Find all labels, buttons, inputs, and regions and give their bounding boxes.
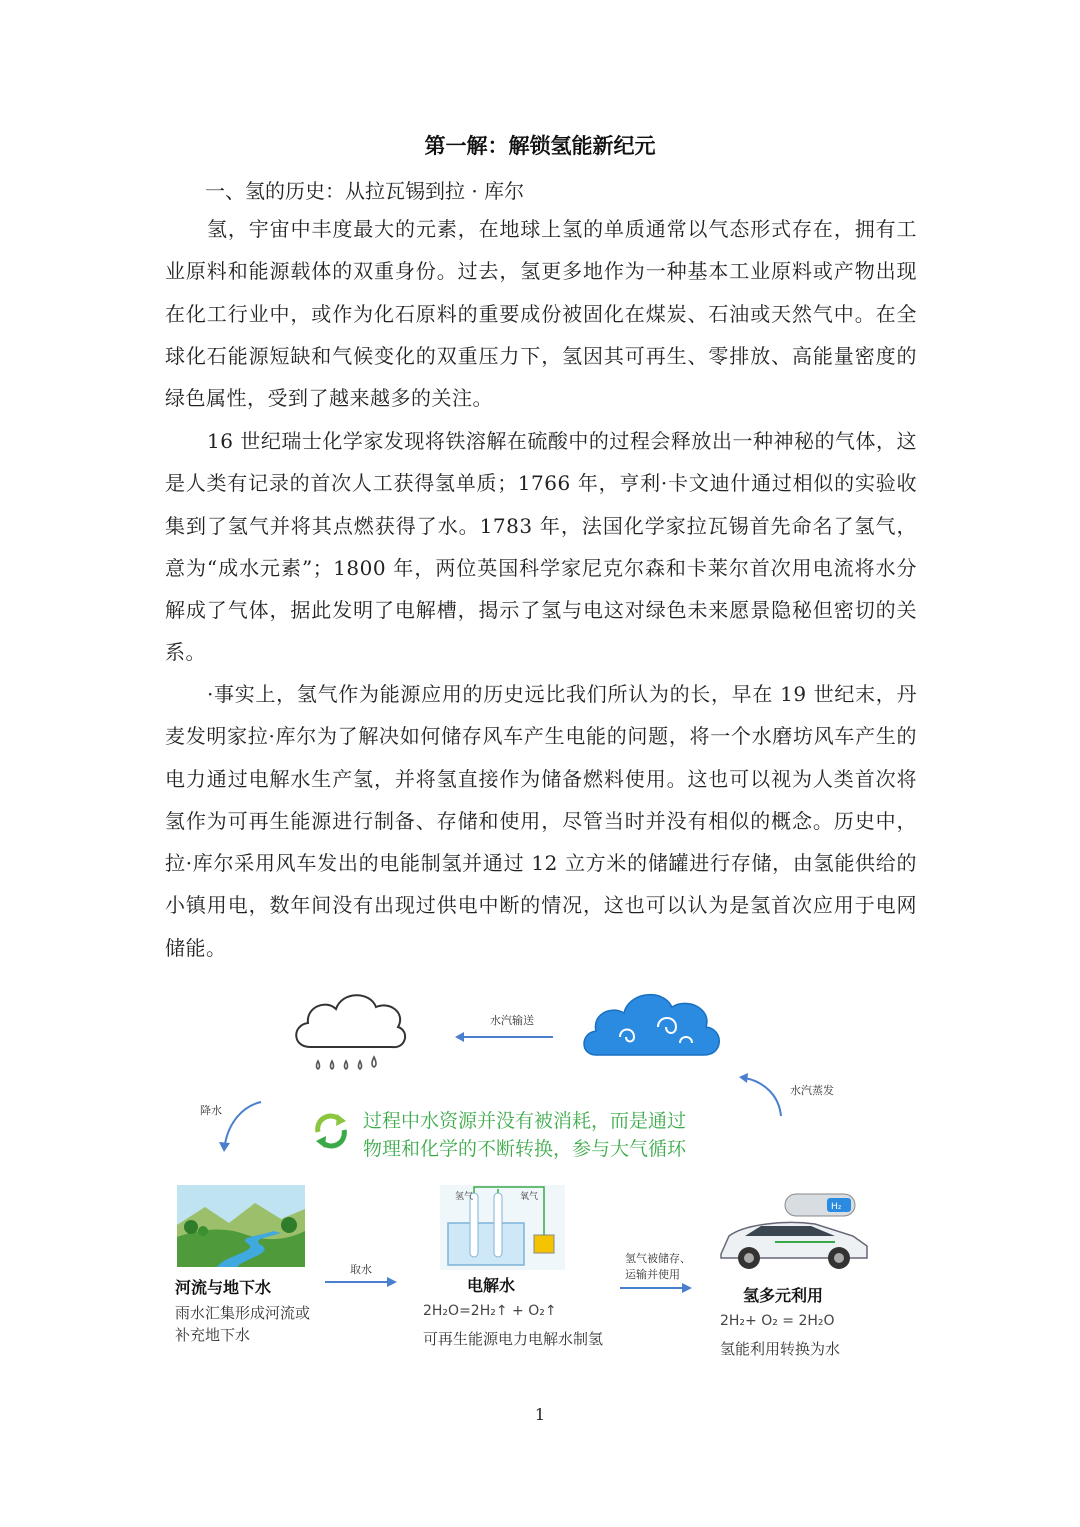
river-desc-line2: 补充地下水 [175, 1326, 251, 1344]
river-title: 河流与地下水 [175, 1278, 272, 1297]
paragraph-1: 氢，宇宙中丰度最大的元素，在地球上氢的单质通常以气态形式存在，拥有工业原料和能源载体的双重身份。过去，氢更多地作为一种基本工业原料或产物出现在化工行业中，或作为化石原料的重要成份被固化在煤炭、石油或天然气中。在全球化石能源短缺和气候变化的双重压力下，氢因其可再生、零排放、高能量密度的绿色属性，受到了越来越多的关注。 [165, 217, 917, 411]
electrolysis-title: 电解水 [467, 1276, 516, 1295]
page-number: 1 [534, 1405, 546, 1424]
section-heading: 一、氢的历史：从拉瓦锡到拉 · 库尔 [205, 179, 525, 203]
label-h2-gas: 氢气 [455, 1192, 474, 1202]
label-vapor-transport: 水汽输送 [490, 1014, 534, 1027]
electrolysis-desc: 可再生能源电力电解水制氢 [423, 1330, 604, 1348]
label-precipitation: 降水 [200, 1104, 222, 1117]
label-o2-gas: 氧气 [520, 1192, 539, 1202]
hydrogen-use-desc: 氢能利用转换为水 [720, 1340, 841, 1358]
hydrogen-use-equation: 2H₂+ O₂ = 2H₂O [720, 1313, 835, 1329]
h2-tank-label: H₂ [831, 1202, 842, 1212]
label-storage-line2: 运输并使用 [625, 1268, 680, 1281]
hydrogen-use-title: 氢多元利用 [743, 1286, 824, 1305]
label-evaporation: 水汽蒸发 [790, 1084, 834, 1097]
river-landscape-icon [177, 1185, 305, 1267]
page-title: 第一解：解锁氢能新纪元 [424, 134, 656, 158]
river-desc-line1: 雨水汇集形成河流或 [175, 1304, 311, 1322]
electrolysis-equation: 2H₂O=2H₂↑ + O₂↑ [423, 1303, 557, 1319]
hydrogen-car-icon [715, 1190, 875, 1280]
rain-cloud-icon [290, 985, 410, 1075]
paragraph-2: 16 世纪瑞士化学家发现将铁溶解在硫酸中的过程会释放出一种神秘的气体，这是人类有记录的首次人工获得氢单质；1766 年，亨利·卡文迪什通过相似的实验收集到了氢气并将其点燃获得了水。1783 年，法国化学家拉瓦锡首先命名了氢气，意为“成水元素”；1800 年，两位英国科学家尼克尔森和卡莱尔首次用电流将水分解成了气体，据此发明了电解槽，揭示了氢与电这对绿色未来愿景隐秘但密切的关系。 [165, 429, 917, 665]
arrow-precipitation [215, 1098, 265, 1153]
label-take-water: 取水 [350, 1263, 372, 1276]
blue-cloud-icon [580, 985, 725, 1065]
cycle-text-line2: 物理和化学的不断转换，参与大气循环 [363, 1138, 687, 1160]
water-cycle-figure [165, 980, 885, 1370]
arrow-take-water [325, 1277, 397, 1287]
arrow-vapor-transport [455, 1032, 555, 1042]
label-storage-line1: 氢气被储存、 [625, 1252, 691, 1265]
arrow-storage [620, 1283, 692, 1293]
recycle-icon [310, 1110, 352, 1152]
cycle-text-line1: 过程中水资源并没有被消耗，而是通过 [363, 1110, 687, 1132]
paragraph-3: ·事实上，氢气作为能源应用的历史远比我们所认为的长，早在 19 世纪末，丹麦发明家拉·库尔为了解决如何储存风车产生电能的问题，将一个水磨坊风车产生的电力通过电解水生产氢，并将氢直接作为储备燃料使用。这也可以视为人类首次将氢作为可再生能源进行制备、存储和使用，尽管当时并没有相似的概念。历史中，拉·库尔采用风车发出的电能制氢并通过 12 立方米的储罐进行存储，由氢能供给的小镇用电，数年间没有出现过供电中断的情况，这也可以认为是氢首次应用于电网储能。 [165, 682, 917, 960]
arrow-evaporation [735, 1072, 785, 1122]
